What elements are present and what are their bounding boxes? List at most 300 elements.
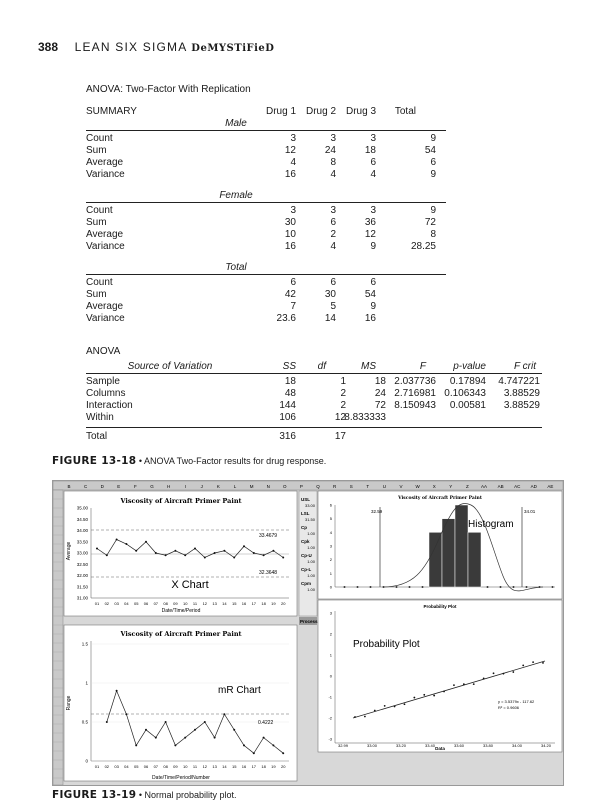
- cell: 12: [364, 229, 376, 240]
- probplot-label: Probability Plot: [353, 639, 420, 650]
- mrchart-xtick: 13: [212, 764, 217, 769]
- probplot-point: [473, 683, 475, 685]
- cell: 2: [340, 388, 346, 399]
- group-label: Total: [225, 262, 247, 273]
- mrchart-point: [116, 690, 118, 692]
- xchart-point: [96, 548, 98, 550]
- probplot-xtick: 34.20: [540, 743, 552, 748]
- histogram-empty-bin: [396, 586, 398, 588]
- probplot-ytick: -3: [328, 736, 332, 742]
- xchart-xtick: 06: [143, 601, 149, 606]
- summary-label: SUMMARY: [86, 106, 137, 117]
- xchart-point: [135, 550, 137, 552]
- xchart-point: [214, 552, 216, 554]
- col-header: Drug 3: [345, 106, 376, 117]
- histogram-label: Histogram: [468, 519, 514, 530]
- source-label: Interaction: [86, 400, 133, 411]
- probplot-point: [503, 673, 505, 675]
- column-letter: K: [216, 484, 220, 489]
- column-letter: AC: [514, 484, 521, 489]
- cell: 10: [284, 229, 296, 240]
- col-header: Source of Variation: [127, 361, 213, 372]
- cell: 144: [279, 400, 296, 411]
- cell: 1: [340, 376, 346, 387]
- histogram-ytick: 3: [329, 543, 332, 549]
- column-letter: I: [184, 484, 186, 489]
- xchart-label: X Chart: [171, 579, 209, 591]
- xchart-point: [233, 557, 235, 559]
- probplot-point: [512, 671, 514, 673]
- cell: 8: [430, 229, 436, 240]
- cell: 54: [364, 289, 376, 300]
- mrchart-xtick: 06: [143, 764, 149, 769]
- cell: 72: [374, 400, 386, 411]
- xchart-title: Viscosity of Aircraft Primer Paint: [120, 497, 242, 505]
- mrchart-ytick: 1.5: [81, 641, 88, 647]
- column-letter: X: [432, 484, 436, 489]
- probplot-point: [542, 662, 544, 664]
- histogram-empty-bin: [370, 586, 372, 588]
- histogram-empty-bin: [422, 586, 424, 588]
- mrchart-point: [223, 713, 225, 715]
- xchart-ytick: 31.50: [76, 584, 88, 590]
- anova-title: ANOVA: Two-Factor With Replication: [86, 84, 251, 95]
- probplot-ytick: 0: [329, 673, 332, 679]
- cell: 9: [430, 205, 436, 216]
- cell: 4.747221: [498, 376, 540, 387]
- xchart-point: [155, 552, 157, 554]
- mrchart-xtick: 16: [241, 764, 247, 769]
- xchart-panel: [64, 491, 297, 616]
- xchart-xtick: 20: [280, 601, 286, 606]
- histogram-bar: [442, 519, 455, 587]
- histogram-bar: [429, 532, 442, 587]
- column-letter: O: [283, 484, 287, 489]
- source-label: Within: [86, 412, 114, 423]
- cell: 9: [430, 169, 436, 180]
- col-header: SS: [282, 361, 296, 372]
- probplot-point: [374, 710, 376, 712]
- probplot-ytick: 2: [329, 631, 332, 637]
- column-letter: B: [67, 484, 71, 489]
- mrchart-xtick: 09: [173, 764, 178, 769]
- cell: 3: [290, 133, 296, 144]
- probplot-xtick: 33.20: [395, 743, 407, 748]
- figure-caption-text: • Normal probability plot.: [136, 790, 237, 800]
- mrchart-xlabel: Date/Time/Period/Number: [152, 775, 210, 781]
- cell: 30: [284, 217, 296, 228]
- stat-label: USL: [301, 497, 310, 502]
- histogram-empty-bin: [383, 586, 385, 588]
- mrchart-panel: [64, 625, 297, 781]
- xchart-ytick: 34.00: [76, 528, 88, 533]
- cell: 3.88529: [503, 388, 540, 399]
- mrchart-point: [272, 744, 274, 746]
- cell: 48: [284, 388, 296, 399]
- probplot-ytick: 3: [329, 610, 332, 616]
- stat-label: Cp: [301, 525, 307, 530]
- xchart-xtick: 07: [153, 601, 159, 606]
- cell: 9: [370, 301, 376, 312]
- stat-value: 1.00: [307, 559, 315, 564]
- probplot-xtick: 33.00: [366, 743, 378, 748]
- row-label: Count: [86, 205, 113, 216]
- mrchart-xtick: 10: [182, 764, 188, 769]
- mrchart-xtick: 18: [261, 764, 266, 769]
- mrchart-xtick: 20: [280, 764, 286, 769]
- cell: 4: [370, 169, 376, 180]
- xchart-ytick: 34.50: [76, 516, 88, 522]
- excel-screenshot-canvas: [53, 481, 563, 785]
- xchart-point: [145, 541, 147, 543]
- probplot-xtick: 33.60: [453, 743, 465, 748]
- cell: 36: [364, 217, 376, 228]
- mrchart-point: [165, 721, 167, 723]
- xchart-point: [223, 550, 225, 552]
- row-label: Average: [86, 229, 124, 240]
- column-letter: J: [200, 484, 203, 489]
- cell: 316: [279, 431, 296, 442]
- xchart-ucl-label: 33.4679: [259, 533, 278, 539]
- histogram-ytick: 0: [329, 584, 332, 590]
- cell: 54: [424, 145, 436, 156]
- cell: 3: [370, 133, 376, 144]
- probplot-xlabel: Data: [435, 746, 445, 751]
- histogram-empty-bin: [487, 586, 489, 588]
- source-label: Total: [86, 431, 108, 442]
- col-header: Total: [394, 106, 416, 117]
- xchart-xtick: 15: [231, 601, 237, 606]
- cell: 16: [364, 313, 376, 324]
- cell: 4: [290, 157, 296, 168]
- mrchart-point: [125, 713, 127, 715]
- group-label: Female: [219, 190, 253, 201]
- cell: 6: [370, 157, 376, 168]
- cell: 14: [324, 313, 336, 324]
- column-letter: AD: [530, 484, 537, 489]
- mrchart-point: [106, 721, 108, 723]
- mrchart-xtick: 07: [153, 764, 159, 769]
- histogram-empty-bin: [539, 586, 541, 588]
- cell: 2.716981: [394, 388, 436, 399]
- xchart-xtick: 02: [104, 601, 110, 606]
- column-letter: H: [166, 484, 171, 489]
- probplot-point: [433, 695, 435, 697]
- xchart-xtick: 17: [251, 601, 257, 606]
- mrchart-xtick: 19: [271, 764, 276, 769]
- probplot-ytick: -1: [328, 694, 332, 700]
- mrchart-xtick: 14: [222, 764, 227, 769]
- cell: 106: [279, 412, 296, 423]
- col-header: F: [419, 361, 426, 372]
- lsl-label: 32.59: [371, 509, 383, 514]
- figure-caption-text: • ANOVA Two-Factor results for drug response.: [136, 456, 327, 466]
- xchart-xtick: 04: [124, 601, 129, 606]
- mrchart-xtick: 11: [192, 764, 198, 769]
- probplot-point: [384, 705, 386, 707]
- column-letter: L: [233, 484, 237, 489]
- probplot-xtick: 32.99: [337, 743, 349, 748]
- xchart-point: [263, 554, 265, 556]
- cell: 2: [340, 400, 346, 411]
- cell: 6: [430, 157, 436, 168]
- histogram-empty-bin: [500, 586, 502, 588]
- xchart-ytick: 35.00: [76, 505, 88, 511]
- probplot-point: [364, 716, 366, 718]
- probplot-point: [394, 706, 396, 708]
- stat-label: LSL: [301, 511, 310, 516]
- col-header: MS: [361, 361, 376, 372]
- column-letter: U: [382, 484, 387, 489]
- xchart-xlabel: Date/Time/Period: [161, 608, 201, 614]
- row-label: Sum: [86, 217, 107, 228]
- xchart-xtick: 11: [192, 601, 198, 606]
- row-label: Count: [86, 133, 113, 144]
- cell: 0.00581: [449, 400, 486, 411]
- figure-caption: [52, 455, 326, 467]
- probplot-equation: y = 3.5379x - 117.62: [498, 699, 535, 704]
- mrchart-ytick: 0: [85, 758, 88, 764]
- cell: 8.150943: [394, 400, 436, 411]
- mrchart-point: [282, 752, 284, 754]
- mrchart-title: Viscosity of Aircraft Primer Paint: [120, 630, 242, 638]
- cell: 8: [330, 157, 336, 168]
- stat-label: Cpm: [301, 581, 311, 586]
- cell: 3.88529: [503, 400, 540, 411]
- source-label: Columns: [86, 388, 126, 399]
- column-letter: AE: [547, 484, 554, 489]
- probplot-xtick: 33.40: [424, 743, 436, 748]
- cell: 0.106343: [444, 388, 486, 399]
- column-letter: C: [83, 484, 88, 489]
- source-label: Sample: [86, 376, 120, 387]
- figure-caption: [52, 789, 237, 801]
- column-letter: AB: [497, 484, 504, 489]
- cell: 16: [284, 169, 296, 180]
- rule: [86, 274, 446, 275]
- cell: 24: [324, 145, 336, 156]
- stat-label: Cp-L: [301, 567, 312, 572]
- histogram-bar: [455, 505, 468, 587]
- histogram-bar: [468, 532, 481, 587]
- probplot-point: [423, 694, 425, 696]
- xchart-xtick: 08: [163, 601, 168, 606]
- xchart-xtick: 09: [173, 601, 178, 606]
- mrchart-point: [194, 729, 196, 731]
- stat-value: 31.50: [304, 517, 315, 522]
- histogram-empty-bin: [344, 586, 346, 588]
- row-label: Variance: [86, 241, 125, 252]
- xchart-ylabel: Average: [66, 541, 72, 561]
- histogram-empty-bin: [357, 586, 359, 588]
- cell: 2: [330, 229, 336, 240]
- column-letter: Y: [449, 484, 453, 489]
- mrchart-point: [174, 744, 176, 746]
- histogram-empty-bin: [513, 586, 515, 588]
- row-label: Average: [86, 157, 124, 168]
- xchart-ytick: 32.50: [76, 561, 88, 567]
- column-letter: S: [349, 484, 353, 489]
- mrchart-point: [233, 729, 235, 731]
- xchart-point: [165, 554, 167, 556]
- histogram-ytick: 2: [329, 557, 332, 563]
- mrchart-xtick: 04: [124, 764, 129, 769]
- cell: 3: [370, 205, 376, 216]
- probplot-point: [354, 716, 356, 718]
- column-letter: D: [100, 484, 104, 489]
- cell: 8.833333: [344, 412, 386, 423]
- cell: 9: [430, 133, 436, 144]
- column-letter: T: [366, 484, 370, 489]
- mrchart-xtick: 01: [94, 764, 100, 769]
- cell: 4: [330, 241, 336, 252]
- mrchart-ylabel: Range: [66, 695, 72, 711]
- probplot-panel: [318, 600, 562, 752]
- cell: 12: [334, 412, 346, 423]
- cell: 0.17894: [449, 376, 486, 387]
- mrchart-label: mR Chart: [218, 685, 261, 696]
- xchart-point: [243, 545, 245, 547]
- probplot-xtick: 34.00: [511, 743, 523, 748]
- xchart-point: [184, 554, 186, 556]
- figure-label: FIGURE 13-19: [52, 789, 137, 801]
- probplot-point: [463, 683, 465, 685]
- cell: 3: [290, 205, 296, 216]
- column-letter: R: [332, 484, 337, 489]
- cell: 18: [364, 145, 376, 156]
- xchart-point: [272, 550, 274, 552]
- xchart-xtick: 13: [212, 601, 217, 606]
- mrchart-point: [243, 744, 245, 746]
- probplot-point: [443, 691, 445, 693]
- row-label: Sum: [86, 289, 107, 300]
- row-label: Variance: [86, 169, 125, 180]
- process-label: Process: [300, 619, 318, 624]
- cell: 24: [374, 388, 386, 399]
- xchart-xtick: 16: [241, 601, 247, 606]
- histogram-ytick: 4: [329, 529, 332, 535]
- mrchart-ytick: 0.5: [81, 719, 88, 725]
- xchart-xtick: 01: [94, 601, 100, 606]
- cell: 6: [330, 217, 336, 228]
- mrchart-xtick: 15: [231, 764, 237, 769]
- xchart-ytick: 32.00: [76, 573, 88, 578]
- figure-label: FIGURE 13-18: [52, 455, 137, 467]
- mrchart-point: [214, 737, 216, 739]
- cell: 23.6: [276, 313, 296, 324]
- cell: 6: [330, 277, 336, 288]
- col-header: Drug 2: [305, 106, 336, 117]
- probplot-point: [522, 665, 524, 667]
- column-letter: G: [150, 484, 154, 489]
- rule: [86, 427, 542, 428]
- probplot-ytick: -2: [328, 715, 332, 721]
- cell: 18: [374, 376, 386, 387]
- mrchart-xtick: 17: [251, 764, 257, 769]
- column-letter: Z: [466, 484, 469, 489]
- xchart-xtick: 14: [222, 601, 227, 606]
- probplot-ytick: 1: [329, 652, 332, 658]
- mrchart-point: [145, 729, 147, 731]
- rule: [86, 373, 542, 374]
- xchart-point: [125, 543, 127, 545]
- xchart-ytick: 33.00: [76, 550, 88, 556]
- stat-label: Cpk: [301, 539, 310, 544]
- row-label: Variance: [86, 313, 125, 324]
- anova-table-title: ANOVA: [86, 346, 121, 357]
- cell: 72: [424, 217, 436, 228]
- xchart-point: [253, 552, 255, 554]
- column-letter: W: [415, 484, 420, 489]
- xchart-point: [204, 557, 206, 559]
- cell: 18: [284, 376, 296, 387]
- mrchart-point: [263, 737, 265, 739]
- row-label: Count: [86, 277, 113, 288]
- rule: [86, 130, 446, 131]
- histogram-ytick: 1: [329, 570, 332, 576]
- probplot-point: [453, 684, 455, 686]
- probplot-point: [532, 661, 534, 663]
- cell: 17: [334, 431, 346, 442]
- probplot-point: [413, 697, 415, 699]
- cell: 30: [324, 289, 336, 300]
- xchart-xtick: 05: [133, 601, 139, 606]
- col-header: df: [317, 361, 326, 372]
- probplot-title: Probability Plot: [423, 604, 457, 609]
- cell: 2.037736: [394, 376, 436, 387]
- histogram-empty-bin: [526, 586, 528, 588]
- mrchart-point: [253, 752, 255, 754]
- probplot-xtick: 33.80: [482, 743, 494, 748]
- column-letter: P: [299, 484, 303, 489]
- histogram-ytick: 6: [329, 502, 332, 508]
- histogram-title: Viscosity of Aircraft Primer Paint: [398, 496, 482, 501]
- cell: 42: [284, 289, 296, 300]
- histogram-empty-bin: [552, 586, 554, 588]
- rule: [86, 202, 446, 203]
- xchart-lcl-label: 32.3648: [259, 570, 278, 576]
- stat-value: 1.00: [307, 545, 315, 550]
- mrchart-ucl-label: 0.4222: [258, 720, 274, 726]
- probplot-point: [483, 678, 485, 680]
- stat-value: 1.00: [307, 531, 315, 536]
- cell: 6: [290, 277, 296, 288]
- excel-screenshot: [52, 480, 564, 786]
- row-label: Average: [86, 301, 124, 312]
- xchart-point: [106, 554, 108, 556]
- probplot-point: [493, 672, 495, 674]
- mrchart-xtick: 02: [104, 764, 110, 769]
- xchart-xtick: 19: [271, 601, 276, 606]
- usl-label: 34.01: [524, 509, 536, 514]
- book-subtitle: DeMYSTiFieD: [191, 43, 275, 54]
- cell: 12: [284, 145, 296, 156]
- histogram-ytick: 5: [329, 516, 332, 522]
- xchart-point: [174, 550, 176, 552]
- stat-value: 1.00: [307, 573, 315, 578]
- stat-label: Cp-U: [301, 553, 312, 558]
- column-letter: M: [249, 484, 254, 489]
- column-letter: Q: [316, 484, 320, 489]
- mrchart-point: [184, 737, 186, 739]
- cell: 4: [330, 169, 336, 180]
- xchart-point: [194, 548, 196, 550]
- cell: 7: [290, 301, 296, 312]
- cell: 9: [370, 241, 376, 252]
- histogram-empty-bin: [409, 586, 411, 588]
- col-header: F crit: [513, 361, 536, 372]
- cell: 3: [330, 205, 336, 216]
